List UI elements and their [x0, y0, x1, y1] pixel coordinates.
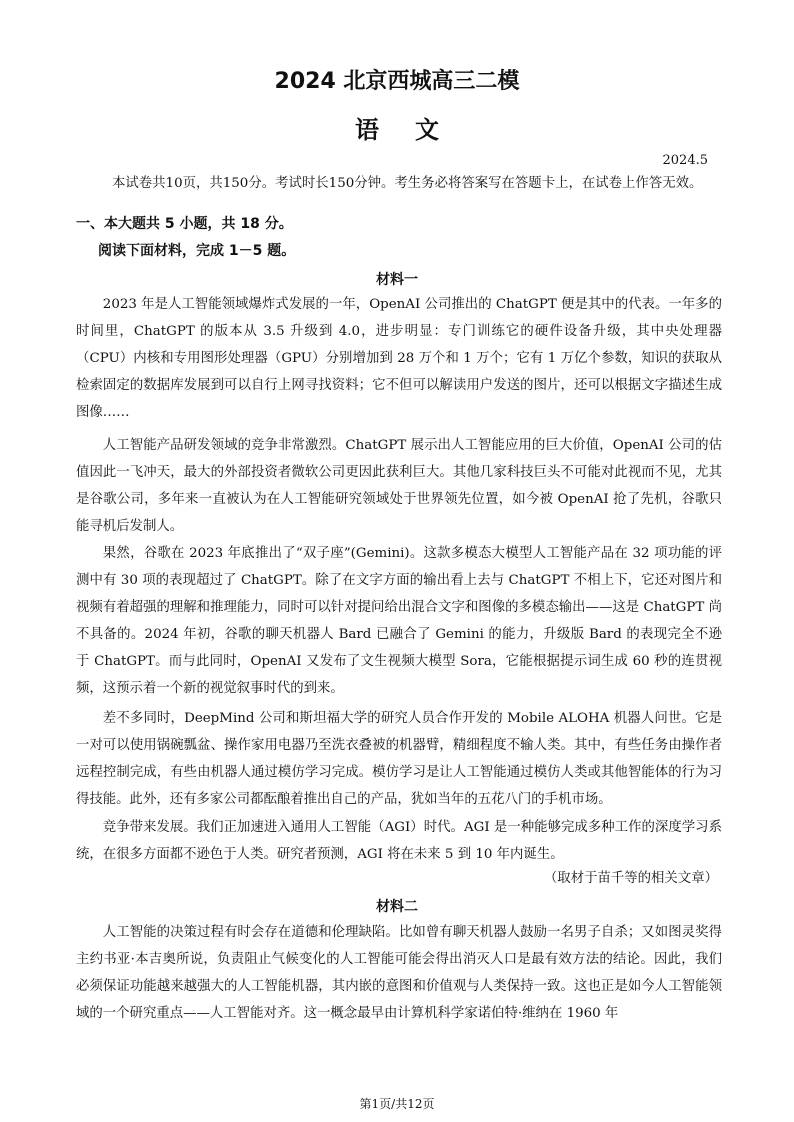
material-two-paragraph-1: 人工智能的决策过程有时会存在道德和伦理缺陷。比如曾有聊天机器人鼓励一名男子自杀；又如图灵奖得主约书亚·本吉奥所说，负责阻止气候变化的人工智能可能会得出消灭人口是最有效方法的结论。因此，我们必须保证功能越来越强大的人工智能机器，其内嵌的意图和价值观与人类保持一致。这也正是如今人工智能领域的一个研究重点——人工智能对齐。这一概念最早由计算机科学家诺伯特·维纳在 1960 年	[76, 925, 722, 1021]
exam-title: 2024 北京西城高三二模	[274, 69, 520, 94]
material-one-paragraph-5: 竞争带来发展。我们正加速进入通用人工智能（AGI）时代。AGI 是一种能够完成多种工作的深度学习系统，在很多方面都不逊色于人类。研究者预测，AGI 将在未来 5 到 10 年内诞生。	[76, 820, 722, 862]
subject-title: 语文	[355, 116, 475, 144]
section-heading: 一、本大题共 5 小题，共 18 分。	[76, 216, 293, 232]
material-one-paragraph-4: 差不多同时，DeepMind 公司和斯坦福大学的研究人员合作开发的 Mobile ALOHA 机器人问世。它是一对可以使用锅碗瓢盆、操作家用电器乃至洗衣叠被的机器臂，精细程度不输人类。其中，有些任务由操作者远程控制完成，有些由机器人通过模仿学习完成。模仿学习是让人工智能通过模仿人类或其他智能体的行为习得技能。此外，还有多家公司都酝酿着推出自己的产品，犹如当年的五花八门的手机市场。	[76, 711, 722, 807]
material-one-paragraph-2: 人工智能产品研发领域的竞争非常激烈。ChatGPT 展示出人工智能应用的巨大价值，OpenAI 公司的估值因此一飞冲天，最大的外部投资者微软公司更因此获利巨大。其他几家科技巨头不可能对此视而不见，尤其是谷歌公司，多年来一直被认为在人工智能研究领域处于世界领先位置，如今被 OpenAI 抢了先机，谷歌只能寻机后发制人。	[76, 438, 722, 534]
page-footer: 第1页/共12页	[359, 1097, 435, 1111]
material-one-source: （取材于苗千等的相关文章）	[543, 871, 718, 886]
material-one-paragraph-1: 2023 年是人工智能领域爆炸式发展的一年，OpenAI 公司推出的 ChatGPT 便是其中的代表。一年多的时间里，ChatGPT 的版本从 3.5 升级到 4.0，进步明显：专门训练它的硬件设备升级，其中央处理器（CPU）内核和专用图形处理器（GPU）分别增加到 28 万个和 1 万个；它有 1 万亿个参数，知识的获取从检索固定的数据库发展到可以自行上网寻找资料；它不但可以解读用户发送的图片，还可以根据文字描述生成图像……	[76, 297, 722, 420]
exam-date: 2024.5	[662, 153, 708, 168]
material-one-paragraph-3: 果然，谷歌在 2023 年底推出了“双子座”(Gemini)。这款多模态大模型人工智能产品在 32 项功能的评测中有 30 项的表现超过了 ChatGPT。除了在文字方面的输出看上去与 ChatGPT 不相上下，它还对图片和视频有着超强的理解和推理能力，同时可以针对提问给出混合文字和图像的多模态输出——这是 ChatGPT 尚不具备的。2024 年初，谷歌的聊天机器人 Bard 已融合了 Gemini 的能力，升级版 Bard 的表现完全不逊于 ChatGPT。而与此同时，OpenAI 又发布了文生视频大模型 Sora，它能根据提示词生成 60 秒的连贯视频，这预示着一个新的视觉叙事时代的到来。	[76, 546, 722, 696]
material-one-title: 材料一	[376, 272, 418, 288]
exam-instructions: 本试卷共10页，共150分。考试时长150分钟。考生务必将答案写在答题卡上，在试卷上作答无效。	[112, 176, 703, 191]
material-two-title: 材料二	[376, 899, 418, 915]
section-instruction: 阅读下面材料，完成 1－5 题。	[98, 243, 296, 259]
